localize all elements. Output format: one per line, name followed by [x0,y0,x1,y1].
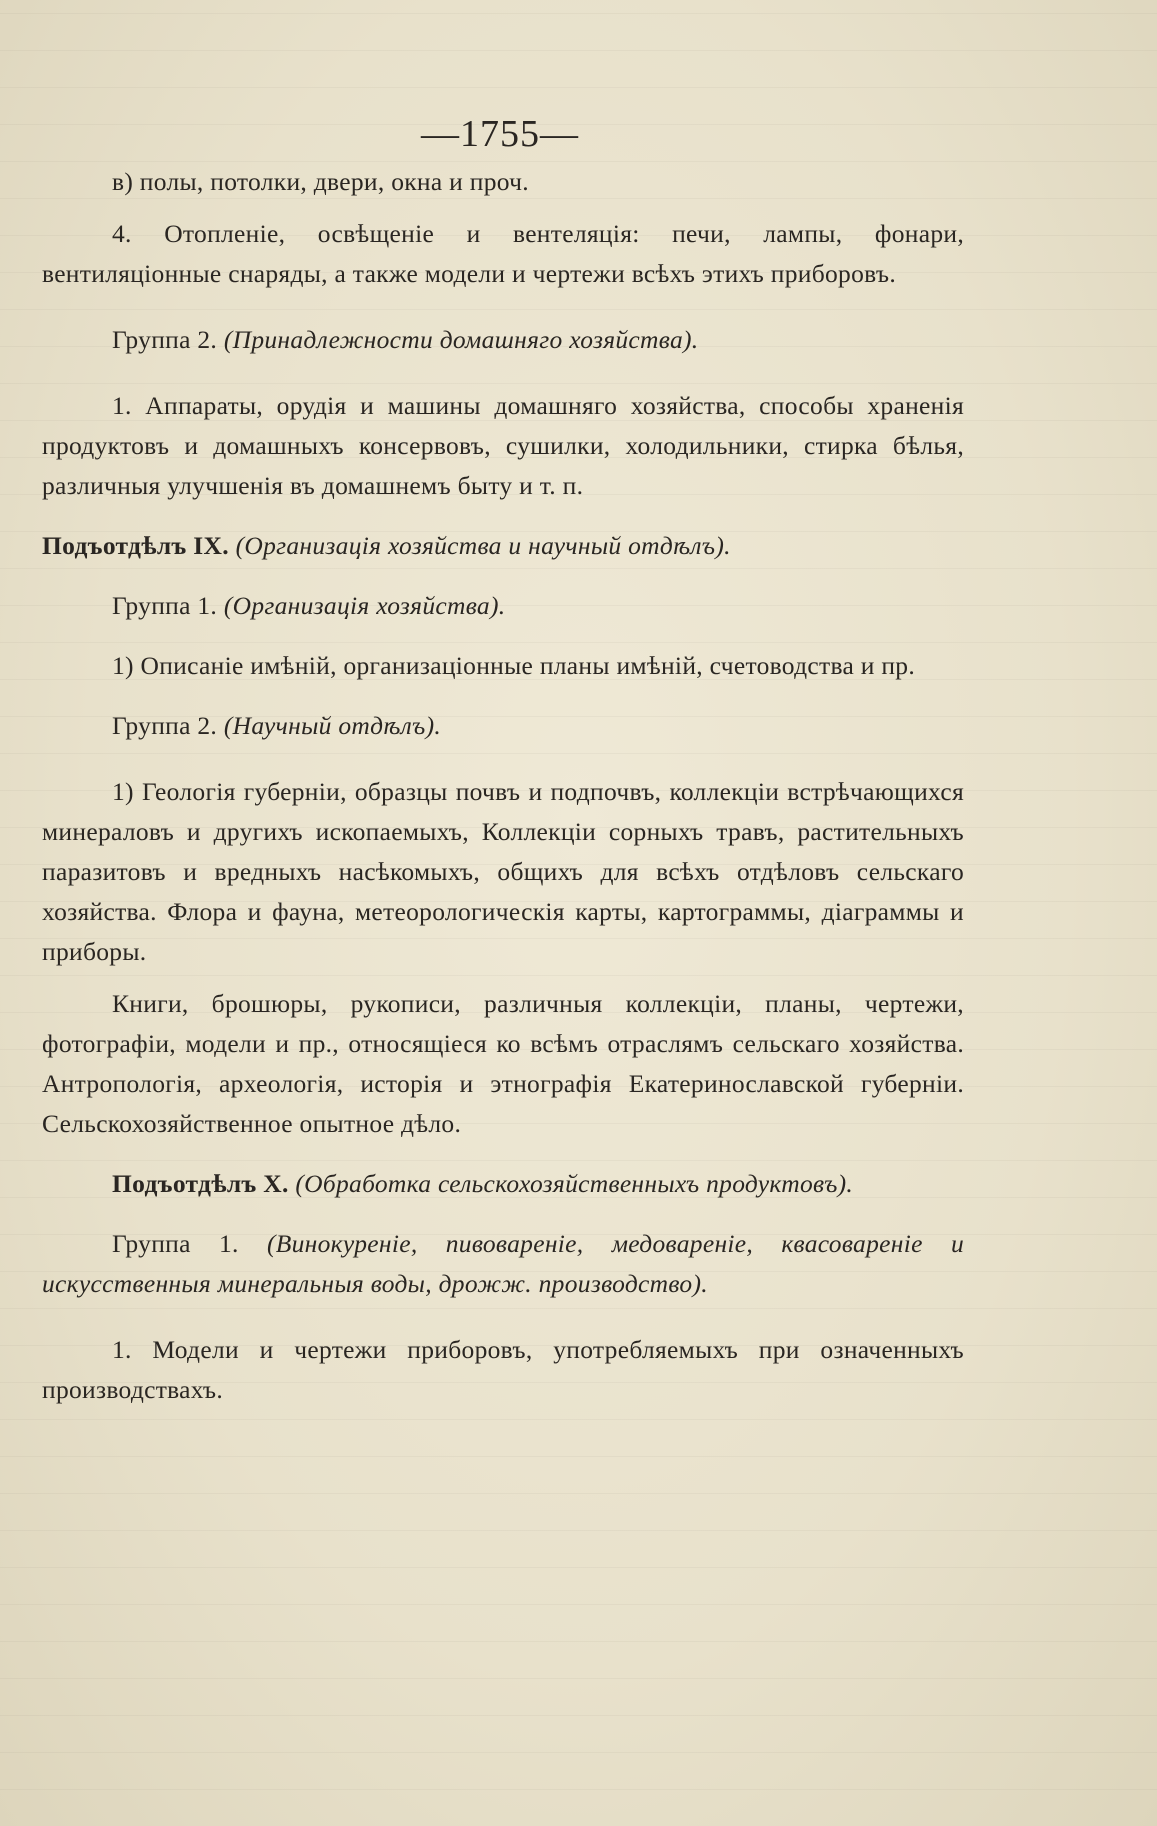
document-body [42,162,964,1410]
paragraph-heating: 4. Отопленіе, освѣщеніе и вентеляція: печи, лампы, фонари, вентиляціонные снаряды, а также модели и чертежи всѣхъ этихъ приборовъ. [42,219,964,288]
group-heading [42,586,964,626]
paragraph-estates: 1) Описаніе имѣній, организаціонные планы имѣній, счетоводства и пр. [112,651,916,680]
group-title: (Научный отдѣлъ). [223,711,442,740]
paragraph-apparatus: 1. Аппараты, орудія и машины домашняго хозяйства, способы храненія продуктовъ и домашныхъ консервовъ, сушилки, холодильники, стирка бѣлья, различныя улучшенія въ домашнемъ быту и т. п. [42,391,964,500]
paragraph-geology: 1) Геологія губерніи, образцы почвъ и подпочвъ, коллекціи встрѣчающихся минераловъ и другихъ ископаемыхъ, Коллекціи сорныхъ травъ, растительныхъ паразитовъ и вредныхъ насѣкомыхъ, общихъ для всѣхъ отдѣловъ сельскаго хозяйства. Флора и фауна, метеорологическія карты, картограммы, діаграммы и приборы. [42,777,964,966]
subsection-label: Подъотдѣлъ X. [112,1169,289,1198]
group-title: (Винокуреніе, пивовареніе, медовареніе, квасовареніе и искусственныя минеральныя воды, дрожж. производство). [42,1229,964,1298]
subsection-heading [42,1164,964,1204]
subsection-title: (Организація хозяйства и научный отдѣлъ). [235,531,731,560]
group-heading [42,706,964,746]
paragraph-books: Книги, брошюры, рукописи, различныя коллекціи, планы, чертежи, фотографіи, модели и пр., относящіеся ко всѣмъ отраслямъ сельскаго хозяйства. Антропологія, археологія, исторія и этнографія Екатеринославской губерніи. Сельскохозяйственное опытное дѣло. [42,989,964,1138]
group-label: Группа 2. [112,325,218,354]
subsection-title: (Обработка сельскохозяйственныхъ продуктовъ). [295,1169,854,1198]
subsection-heading [42,526,964,566]
group-label: Группа 2. [112,711,218,740]
page-number: —1755— [421,113,579,155]
group-heading [42,320,964,360]
group-title: (Принадлежности домашняго хозяйства). [223,325,699,354]
group-title: (Организація хозяйства). [223,591,506,620]
paragraph-models: 1. Модели и чертежи приборовъ, употребляемыхъ при означенныхъ производствахъ. [42,1335,964,1404]
group-label: Группа 1. [112,1229,239,1258]
group-label: Группа 1. [112,591,218,620]
paragraph-floors: в) полы, потолки, двери, окна и проч. [112,167,529,196]
group-heading [42,1224,964,1304]
subsection-label: Подъотдѣлъ IX. [42,531,229,560]
